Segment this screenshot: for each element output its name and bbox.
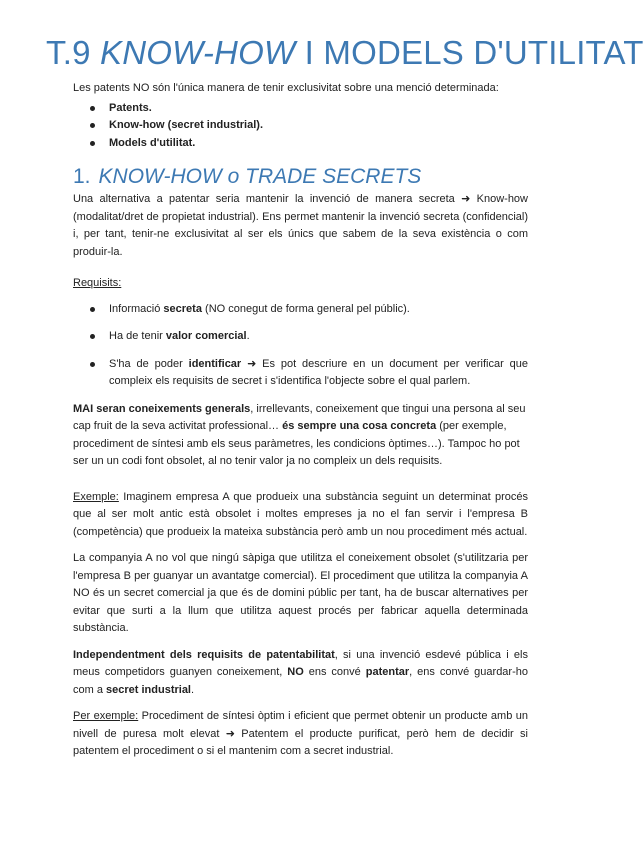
requisit-item: Informació secreta (NO conegut de forma general pel públic). — [73, 301, 528, 319]
intro-list-item: Know-how (secret industrial). — [73, 117, 528, 135]
section-number: 1. — [73, 165, 91, 188]
paragraph-companyia: La companyia A no vol que ningú sàpiga que utilitza el coneixement obsolet (s'utilitzaria per l'empresa B per guanyar un avantatge comercial). El procediment que utilitza la companyia A NO és un secret comercial ja que és de domini públic per tant, ha de buscar alternatives per evitar que surti a la llum que utilitza aquest procés per fabricar aquella determinada substància. — [73, 552, 528, 634]
paragraph-mai: MAI seran coneixements generals, irrellevants, coneixement que tingui una persona al seu cap fruit de la seva activitat professional… és sempre una cosa concreta (per exemple, procediment de síntesi amb els seus paràmetres, les condicions òptimes…). Tampoc ho pot ser un un codi font obsolet, al no tenir valor ja no compleix un dels requisits. — [73, 402, 526, 467]
requisits-label: Requisits: — [73, 277, 122, 289]
title-italic: KNOW-HOW — [100, 34, 296, 71]
intro-paragraph: Les patents NO són l'única manera de tenir exclusivitat sobre una menció determinada: — [73, 82, 499, 94]
content-body — [73, 80, 528, 761]
paragraph-exemple: Exemple: Imaginem empresa A que produeix una substància seguint un determinat procés que al ser molt antic està obsolet i moltes empreses ja no el fan servir i l'empresa B (competència) que produeix la mateixa substància però amb un nou procediment més actual. — [73, 490, 528, 538]
section-title: KNOW-HOW o TRADE SECRETS — [98, 165, 422, 188]
per-exemple-label: Per exemple: — [73, 710, 139, 722]
requisits-list — [73, 301, 528, 391]
section-heading — [73, 163, 528, 191]
title-prefix: T.9 — [46, 34, 100, 71]
requisit-item: Ha de tenir valor comercial. — [73, 328, 528, 346]
page-title — [46, 34, 644, 72]
exemple-label: Exemple: — [73, 490, 119, 503]
requisit-item: S'ha de poder identificar ➜ Es pot descriure en un document per verificar que compleix els requisits de secret i s'identifica l'objecte sobre el qual parlem. — [73, 356, 528, 391]
intro-list-item: Models d'utilitat. — [73, 135, 528, 153]
paragraph-per-exemple: Per exemple: Procediment de síntesi òptim i eficient que permet obtenir un producte amb un nivell de puresa molt elevat ➜ Patentem el producte purificat, però hem de decidir si patentem el procediment o si el mantenim com a secret industrial. — [73, 710, 529, 757]
paragraph-independentment: Independentment dels requisits de patentabilitat, si una invenció esdevé pública i els meus competidors guanyen coneixement, NO ens convé patentar, ens convé guardar-ho com a secret industrial. — [73, 648, 528, 696]
intro-list-item: Patents. — [73, 100, 528, 118]
paragraph-alternative: Una alternativa a patentar seria mantenir la invenció de manera secreta ➜ Know-how (modalitat/dret de propietat industrial). Ens permet mantenir la invenció secreta (confidencial) i, per tant, tenir-ne exclusivitat al ser els únics que sabem de la seva existència o com produir-la. — [73, 193, 528, 258]
title-suffix: I MODELS D'UTILITAT — [295, 34, 644, 71]
intro-list — [73, 100, 528, 153]
